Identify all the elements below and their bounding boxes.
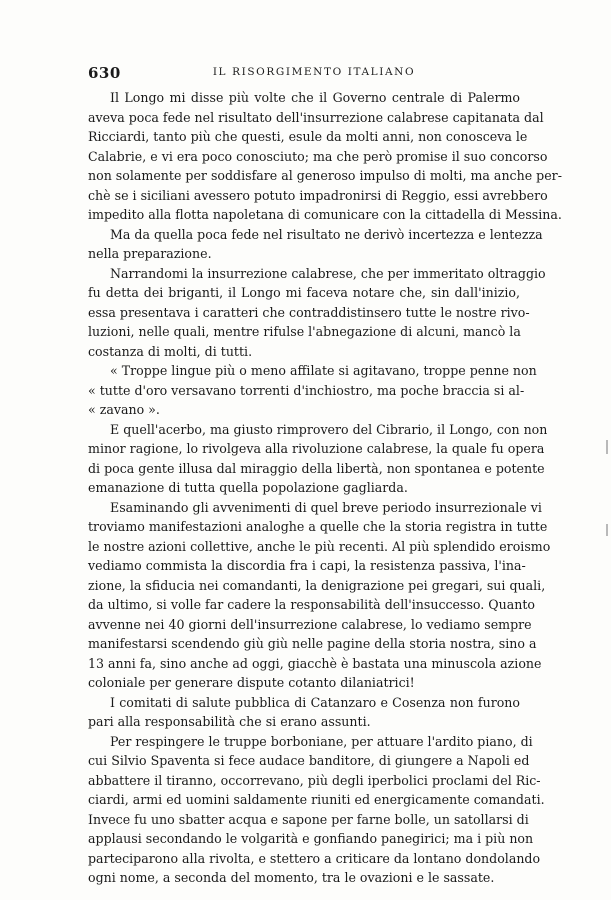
text-line: Ricciardi, tanto più che questi, esule da molti anni, non conosceva le — [88, 129, 528, 144]
quote-line: « zavano ». — [88, 402, 160, 417]
text-line: Ma da quella poca fede nel risultato ne derivò incertezza e lentezza — [110, 226, 543, 242]
text-line: cui Silvio Spaventa si fece audace banditore, di giungere a Napoli ed — [88, 753, 530, 768]
scan-edge-mark — [606, 440, 608, 454]
text-line: avvenne nei 40 giorni dell'insurrezione calabrese, lo vediamo sempre — [88, 616, 532, 632]
text-line: Esaminando gli avvenimenti di quel breve periodo insurrezionale vi — [110, 499, 542, 515]
page-number: 630 — [88, 64, 121, 82]
text-line: 13 anni fa, sino anche ad oggi, giacchè è bastata una minuscola azione — [88, 655, 542, 671]
text-line: di poca gente illusa dal miraggio della libertà, non spontanea e potente — [88, 460, 545, 476]
text-line: troviamo manifestazioni analoghe a quelle che la storia registra in tutte — [88, 519, 548, 534]
text-line: luzioni, nelle quali, mentre rifulse l'abnegazione di alcuni, mancò la — [88, 324, 521, 339]
body-text — [88, 88, 562, 888]
text-line: pari alla responsabilità che si erano assunti. — [88, 714, 371, 729]
text-line: impedito alla flotta napoletana di comunicare con la cittadella di Messina. — [88, 207, 562, 222]
scan-edge-mark — [606, 524, 608, 536]
text-line: Il Longo mi disse più volte che il Governo centrale di Palermo — [110, 90, 520, 105]
text-line: parteciparono alla rivolta, e stettero a criticare da lontano dondolando — [88, 850, 541, 866]
text-line: applausi secondando le volgarità e gonfiando panegirici; ma i più non — [88, 831, 534, 846]
text-line: non solamente per soddisfare al generoso impulso di molti, ma anche per- — [88, 168, 562, 183]
text-line: essa presentava i caratteri che contraddistinsero tutte le nostre rivo- — [88, 304, 530, 320]
text-line: aveva poca fede nel risultato dell'insurrezione calabrese capitanata dal — [88, 109, 544, 125]
page-header — [88, 64, 520, 84]
text-line: ogni nome, a seconda del momento, tra le ovazioni e le sassate. — [88, 870, 495, 885]
text-line: fu detta dei briganti, il Longo mi faceva notare che, sin dall'inizio, — [88, 285, 520, 300]
text-line: I comitati di salute pubblica di Catanzaro e Cosenza non furono — [110, 694, 520, 710]
running-title: IL RISORGIMENTO ITALIANO — [212, 66, 416, 78]
text-line: manifestarsi scendendo giù giù nelle pagine della storia nostra, sino a — [88, 636, 537, 651]
text-line: minor ragione, lo rivolgeva alla rivoluzione calabrese, la quale fu opera — [88, 441, 545, 456]
text-line: nella preparazione. — [88, 246, 212, 261]
text-line: le nostre azioni collettive, anche le più recenti. Al più splendido eroismo — [88, 538, 551, 554]
text-line: Narrandomi la insurrezione calabrese, che per immeritato oltraggio — [110, 265, 546, 281]
text-line: abbattere il tiranno, occorrevano, più degli iperbolici proclami del Ric- — [88, 772, 541, 788]
text-line: Invece fu uno sbatter acqua e sapone per farne bolle, un satollarsi di — [88, 811, 529, 827]
text-line: costanza di molti, di tutti. — [88, 343, 253, 359]
text-line: E quell'acerbo, ma giusto rimprovero del Cibrario, il Longo, con non — [110, 421, 548, 437]
text-line: ciardi, armi ed uomini saldamente riuniti ed energicamente comandati. — [88, 792, 545, 807]
text-line: zione, la sfiducia nei comandanti, la denigrazione pei gregari, sui quali, — [88, 577, 546, 593]
text-line: Calabrie, e vi era poco conosciuto; ma che però promise il suo concorso — [88, 148, 548, 164]
text-line: chè se i siciliani avessero potuto impadronirsi di Reggio, essi avrebbero — [88, 187, 548, 203]
text-line: Per respingere le truppe borboniane, per attuare l'ardito piano, di — [110, 733, 533, 749]
text-line: emanazione di tutta quella popolazione gagliarda. — [88, 480, 408, 495]
text-line: coloniale per generare dispute cotanto dilaniatrici! — [88, 675, 415, 690]
text-line: da ultimo, si volle far cadere la responsabilità dell'insuccesso. Quanto — [88, 597, 535, 612]
quote-line: « tutte d'oro versavano torrenti d'inchiostro, ma poche braccia si al- — [88, 382, 525, 398]
quote-line: « Troppe lingue più o meno affilate si agitavano, troppe penne non — [110, 363, 537, 378]
text-line: vediamo commista la discordia fra i capi, la resistenza passiva, l'ina- — [88, 558, 526, 573]
